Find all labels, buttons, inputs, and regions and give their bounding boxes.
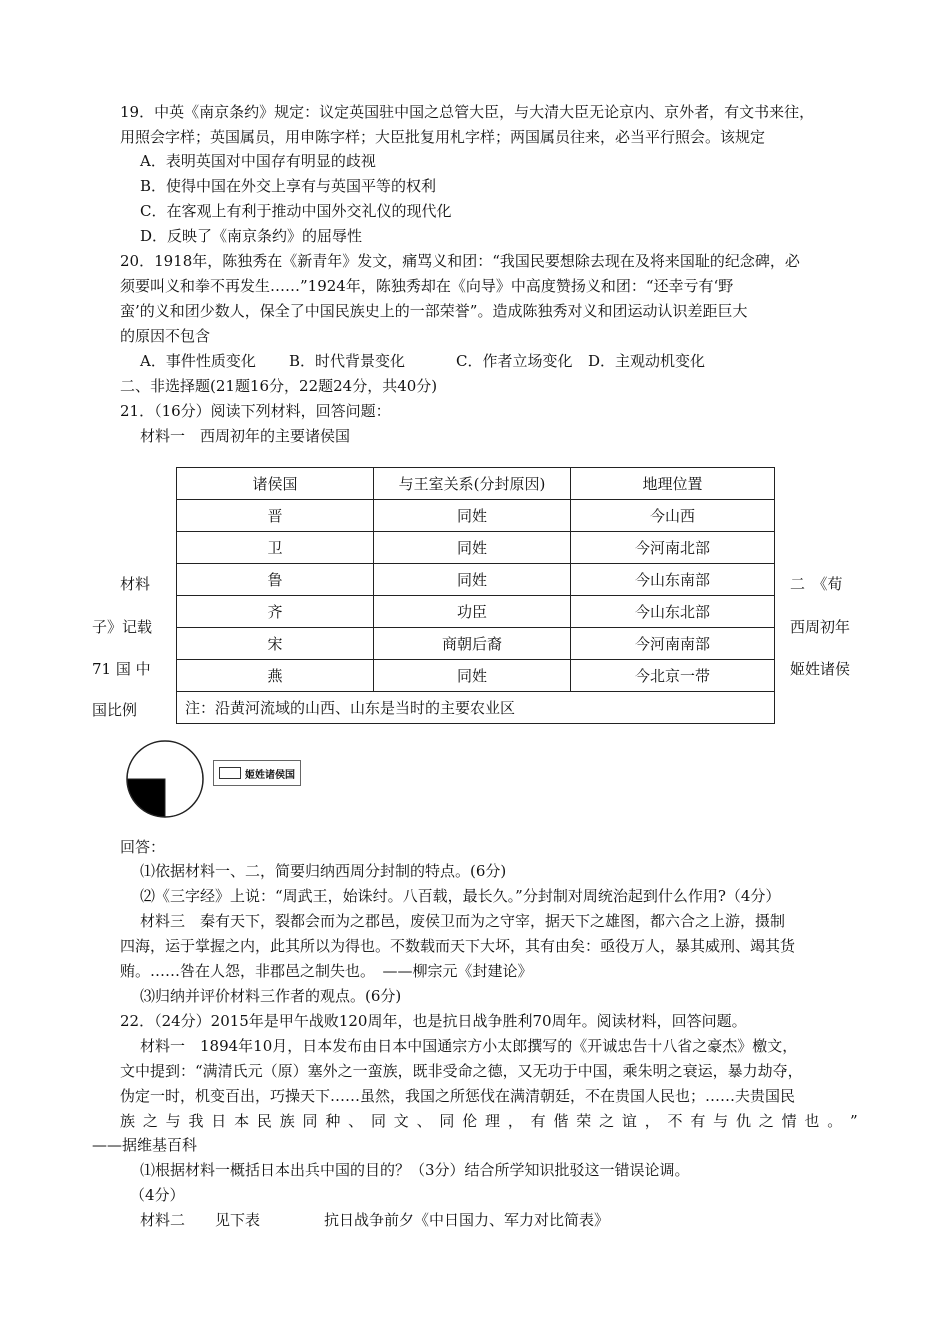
justified-char: 本 — [234, 1112, 250, 1130]
justified-char: 偕 — [553, 1112, 569, 1130]
material2-left-fragment: 国比例 — [92, 701, 138, 719]
justified-char: 也 — [804, 1112, 820, 1130]
q20-option-d: D．主观动机变化 — [588, 352, 706, 370]
q20-option-c: C．作者立场变化 — [456, 352, 573, 370]
q19-option-c: C．在客观上有利于推动中国外交礼仪的现代化 — [140, 202, 452, 220]
q21-material3-line1: 材料三 秦有天下，裂都会而为之郡邑，废侯卫而为之守宰，据天下之雄图，都六合之上游，摄制 — [140, 912, 786, 930]
justified-char: 民 — [256, 1112, 272, 1130]
justified-char: 有 — [690, 1112, 706, 1130]
legend-label: 姬姓诸侯国 — [245, 769, 295, 781]
justified-char: 。 — [827, 1112, 843, 1130]
table-cell: 同姓 — [374, 660, 571, 692]
q22-material1-line3: 伪定一时，机变百出，巧操天下……虽然，我国之所惩伐在满清朝廷，不在贵国人民也；……夫贵国民 — [120, 1087, 796, 1105]
table-cell: 同姓 — [374, 532, 571, 564]
table-cell: 商朝后裔 — [374, 628, 571, 660]
q20-stem-line2: 须要叫义和拳不再发生……”1924年，陈独秀却在《向导》中高度赞扬义和团：“还幸亏有‘野 — [120, 277, 734, 295]
justified-char: 理 — [485, 1112, 501, 1130]
q20-stem-line1: 20．1918年，陈独秀在《新青年》发文，痛骂义和团：“我国民要想除去现在及将来国耻的纪念碑，必 — [120, 252, 800, 270]
table-cell: 今北京一带 — [571, 660, 775, 692]
justified-char: 不 — [667, 1112, 683, 1130]
table-cell: 卫 — [177, 532, 374, 564]
table-cell: 燕 — [177, 660, 374, 692]
justified-char: 文 — [393, 1112, 409, 1130]
table-cell: 鲁 — [177, 564, 374, 596]
q21-intro: 21．（16分）阅读下列材料，回答问题： — [120, 402, 391, 420]
justified-char: 荣 — [576, 1112, 592, 1130]
q21-sub2: ⑵《三字经》上说：“周武王，始诛纣。八百载，最长久。”分封制对周统治起到什么作用?（4分） — [140, 887, 781, 905]
q20-stem-line3: 蛮’的义和团少数人，保全了中国民族史上的一部荣誉”。造成陈独秀对义和团运动认识差距巨大 — [120, 302, 748, 320]
q19-stem-line2: 用照会字样；英国属员，用申陈字样；大臣批复用札字样；两国属员往来，必当平行照会。该规定 — [120, 128, 766, 146]
q20-stem-line4: 的原因不包含 — [120, 327, 211, 345]
justified-char: 仇 — [735, 1112, 751, 1130]
table-header-cell: 与王室关系(分封原因) — [374, 468, 571, 500]
table-row — [177, 628, 775, 660]
justified-char: 之 — [142, 1112, 158, 1130]
material2-right-fragment: 西周初年 — [790, 618, 851, 636]
justified-char: 之 — [758, 1112, 774, 1130]
feudal-states-table — [176, 467, 775, 724]
justified-char: 日 — [211, 1112, 227, 1130]
material2-left-fragment: 材料 — [120, 575, 151, 593]
table-row — [177, 564, 775, 596]
table-cell: 宋 — [177, 628, 374, 660]
q22-material1-line4 — [120, 1111, 858, 1131]
table-row — [177, 532, 775, 564]
q22-sub1-line2: （4分） — [130, 1186, 185, 1204]
q21-material3-line3: 贿。……咎在人怨，非郡邑之制失也。 ——柳宗元《封建论》 — [120, 962, 533, 980]
justified-char: 族 — [120, 1112, 136, 1130]
justified-char: 种 — [325, 1112, 341, 1130]
table-note: 注：沿黄河流域的山西、山东是当时的主要农业区 — [177, 692, 775, 724]
justified-char: 之 — [599, 1112, 615, 1130]
q19-stem-line1: 19．中英《南京条约》规定：议定英国驻中国之总管大臣，与大清大臣无论京内、京外者，有文书来往， — [120, 103, 815, 121]
table-row — [177, 596, 775, 628]
material2-right-fragment: 姬姓诸侯 — [790, 660, 851, 678]
table-cell: 同姓 — [374, 564, 571, 596]
table-cell: 今河南南部 — [571, 628, 775, 660]
q22-intro: 22．（24分）2015年是甲午战败120周年，也是抗日战争胜利70周年。阅读材料，回答问题。 — [120, 1012, 747, 1030]
q19-option-b: B．使得中国在外交上享有与英国平等的权利 — [140, 177, 437, 195]
table-row — [177, 500, 775, 532]
q21-sub1: ⑴依据材料一、二，简要归纳西周分封制的特点。(6分) — [140, 862, 507, 880]
justified-char: 同 — [439, 1112, 455, 1130]
table-header-cell: 诸侯国 — [177, 468, 374, 500]
material2-left-fragment: 子》记载 — [92, 618, 153, 636]
q19-option-d: D．反映了《南京条约》的屈辱性 — [140, 227, 363, 245]
material2-right-fragment: 二 《荀 — [790, 575, 843, 593]
table-cell: 今山东南部 — [571, 564, 775, 596]
q22-material1-line2: 文中提到：“满清氏元（原）塞外之一蛮族，既非受命之德，又无功于中国，乘朱明之衰运，暴力劫夺， — [120, 1062, 803, 1080]
justified-char: 谊 — [621, 1112, 637, 1130]
table-cell: 今山东北部 — [571, 596, 775, 628]
justified-char: 族 — [279, 1112, 295, 1130]
justified-char: 同 — [370, 1112, 386, 1130]
q22-material2-label: 材料二 见下表 — [140, 1211, 261, 1229]
q21-material1-title: 材料一 西周初年的主要诸侯国 — [140, 427, 351, 445]
justified-char: ” — [850, 1112, 858, 1130]
justified-char: 情 — [781, 1112, 797, 1130]
justified-char: 、 — [348, 1112, 364, 1130]
justified-char: 伦 — [462, 1112, 478, 1130]
justified-char: 、 — [416, 1112, 432, 1130]
table-note-row — [177, 692, 775, 724]
q22-sub1-line1: ⑴根据材料一概括日本出兵中国的目的？（3分）结合所学知识批驳这一错误论调。 — [140, 1161, 690, 1179]
table-header-row — [177, 468, 775, 500]
q22-material1-line1: 材料一 1894年10月，日本发布由日本中国通宗方小太郎撰写的《开诚忠告十八省之豪杰》檄文， — [140, 1037, 798, 1055]
justified-char: 与 — [165, 1112, 181, 1130]
pie-chart — [125, 739, 205, 819]
justified-char: 有 — [530, 1112, 546, 1130]
justified-char: 同 — [302, 1112, 318, 1130]
q22-source: ——据维基百科 — [92, 1136, 198, 1154]
q21-material3-line2: 四海，运于掌握之内，此其所以为得也。不数载而天下大坏，其有由矣：亟役万人，暴其威刑、竭其货 — [120, 937, 796, 955]
q21-answer-label: 回答： — [120, 838, 166, 856]
q21-sub3: ⑶归纳并评价材料三作者的观点。(6分) — [140, 987, 402, 1005]
justified-char: ， — [507, 1112, 523, 1130]
material2-left-fragment: 71 国 中 — [92, 660, 151, 678]
legend-swatch — [219, 767, 241, 779]
q20-option-b: B．时代背景变化 — [289, 352, 406, 370]
table-cell: 今山西 — [571, 500, 775, 532]
justified-char: ， — [644, 1112, 660, 1130]
table-cell: 今河南北部 — [571, 532, 775, 564]
pie-legend — [213, 760, 301, 786]
section2-title: 二、非选择题(21题16分，22题24分，共40分) — [120, 377, 438, 395]
table-cell: 功臣 — [374, 596, 571, 628]
q19-option-a: A．表明英国对中国存有明显的歧视 — [140, 152, 376, 170]
q22-material2-title: 抗日战争前夕《中日国力、军力对比简表》 — [324, 1211, 610, 1229]
justified-char: 我 — [188, 1112, 204, 1130]
table-row — [177, 660, 775, 692]
table-cell: 晋 — [177, 500, 374, 532]
table-cell: 同姓 — [374, 500, 571, 532]
table-cell: 齐 — [177, 596, 374, 628]
justified-char: 与 — [713, 1112, 729, 1130]
table-header-cell: 地理位置 — [571, 468, 775, 500]
q20-option-a: A．事件性质变化 — [140, 352, 256, 370]
